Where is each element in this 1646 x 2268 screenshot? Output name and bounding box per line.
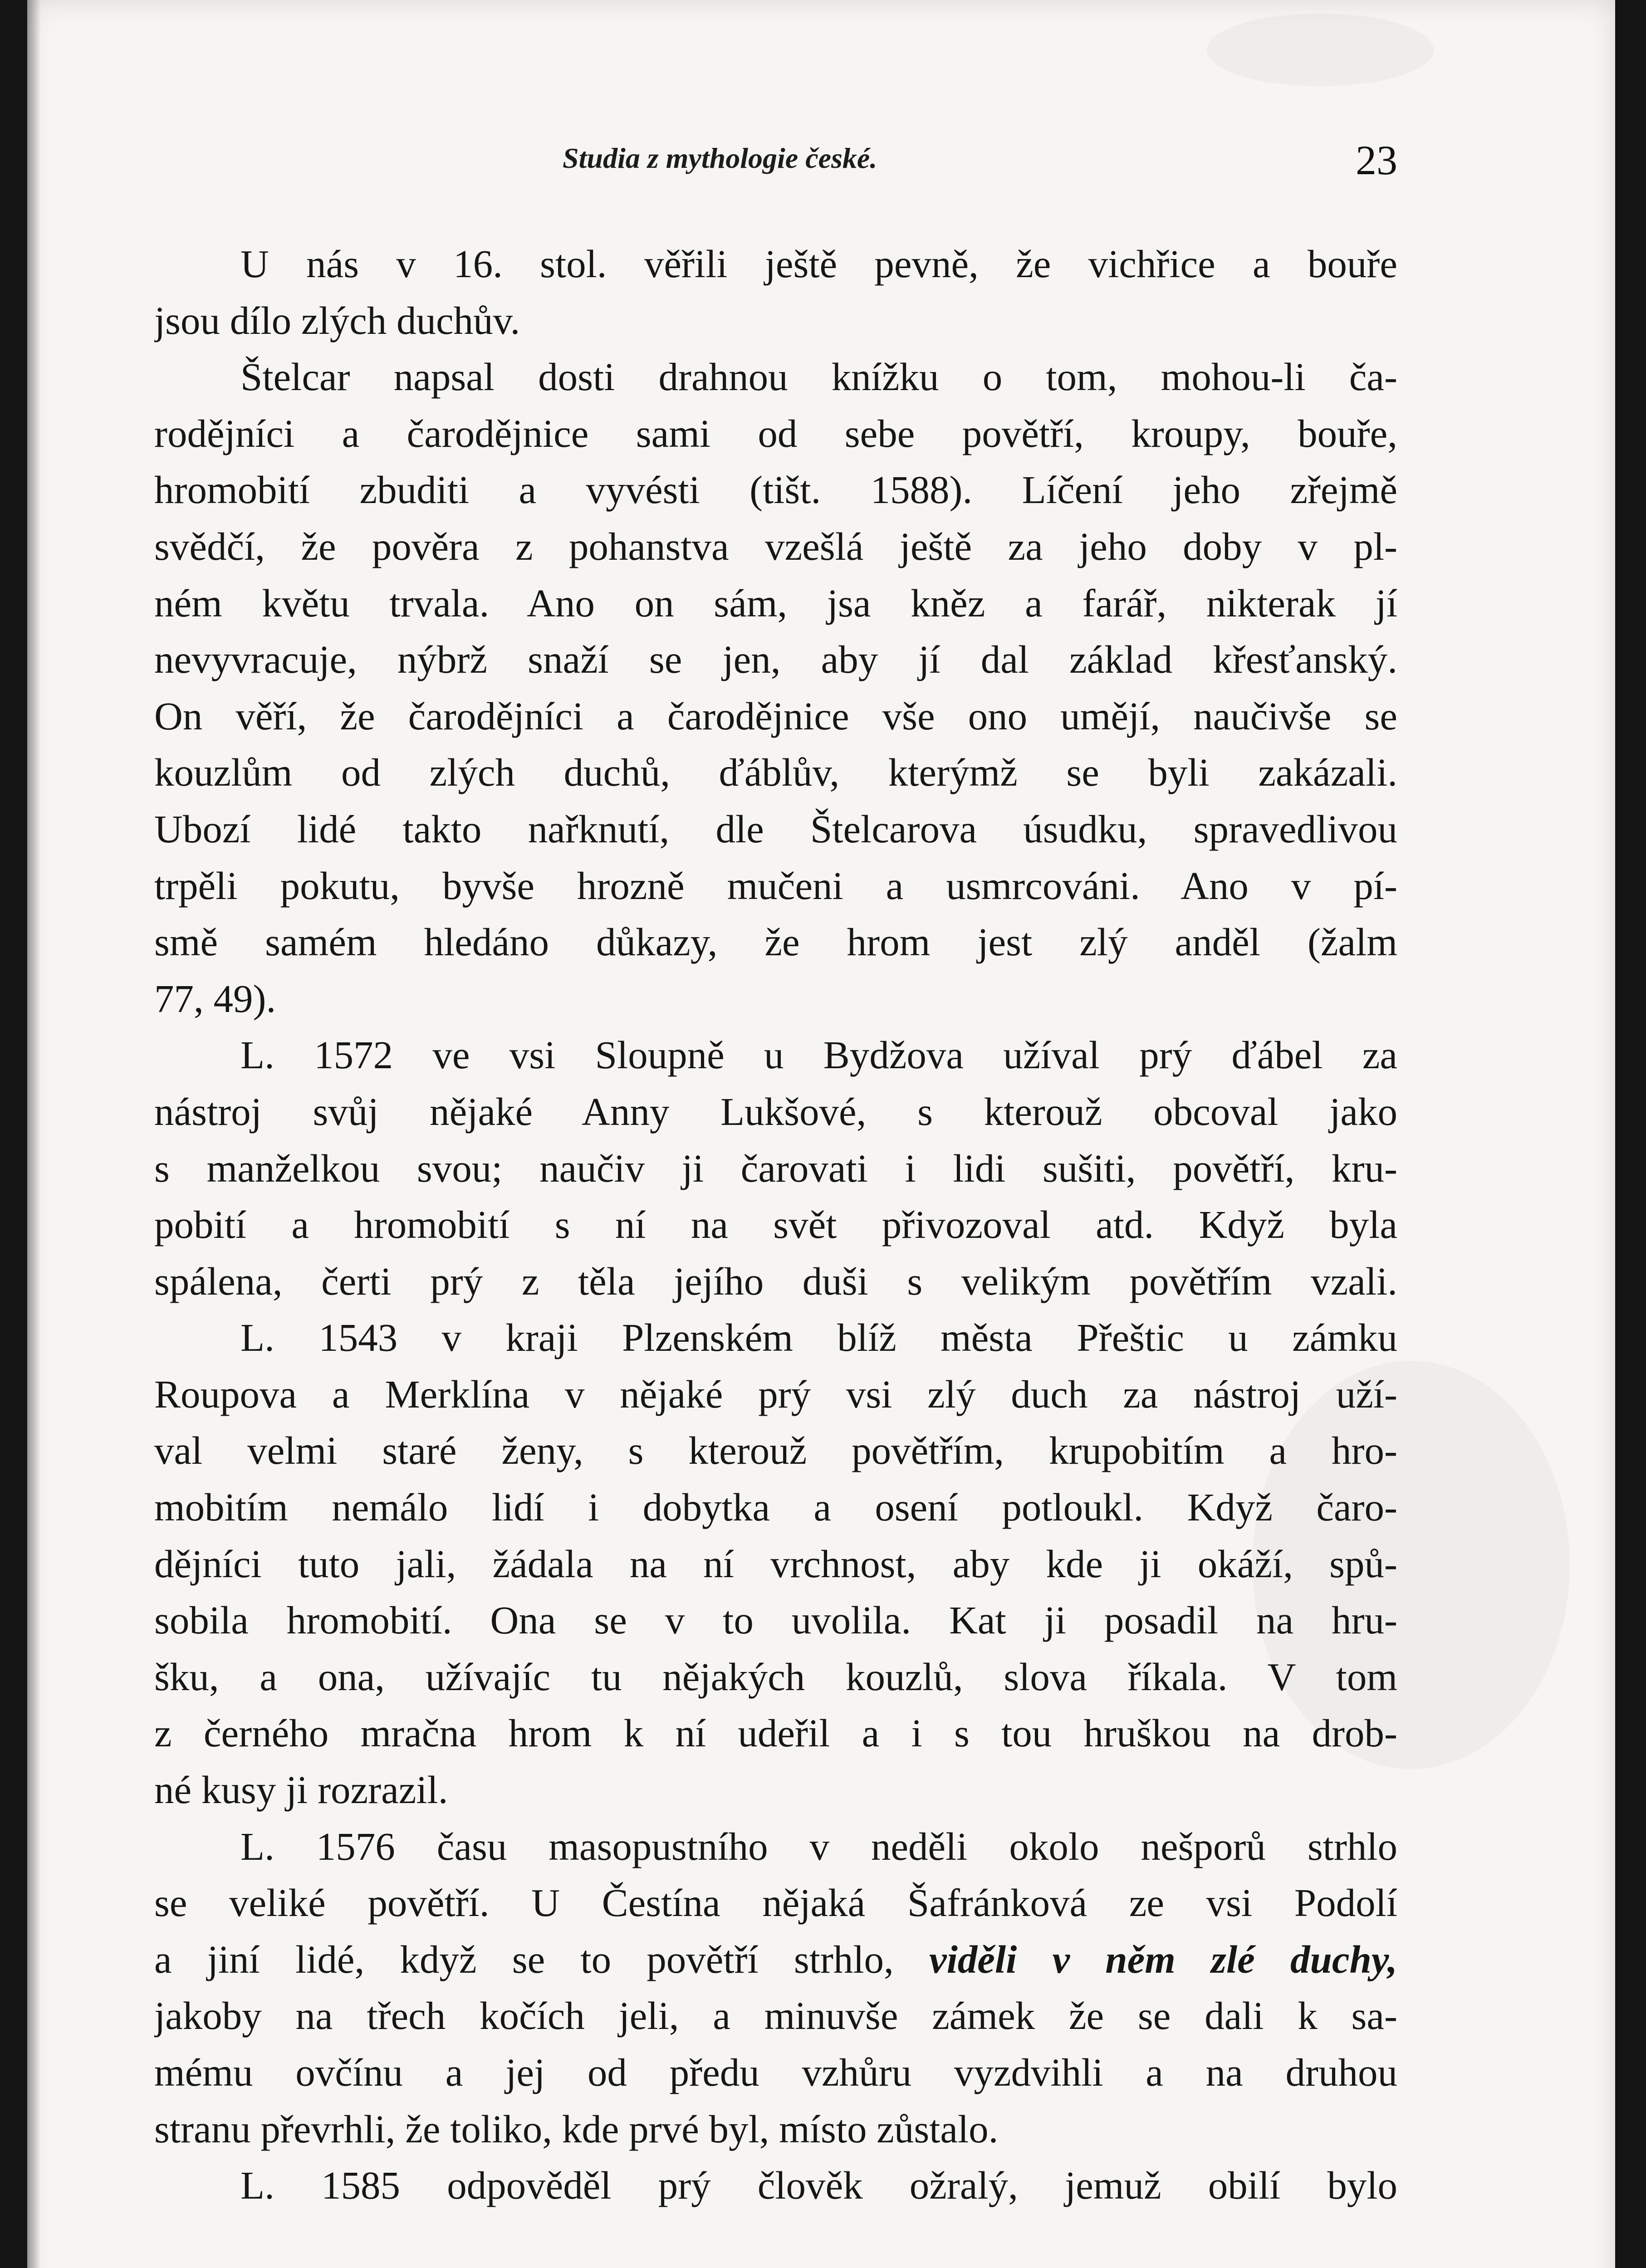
text-line: nevyvracuje, nýbrž snaží se jen, aby jí dal základ křesťanský. bbox=[154, 637, 1397, 682]
text-line: stranu převrhli, že toliko, kde prvé byl, místo zůstalo. bbox=[154, 2107, 999, 2151]
text-line: U nás v 16. stol. věřili ještě pevně, že vichřice a bouře bbox=[240, 242, 1397, 286]
text-line: dějníci tuto jali, žádala na ní vrchnost, aby kde ji okáží, spů- bbox=[154, 1541, 1397, 1586]
text-line: svědčí, že pověra z pohanstva vzešlá ještě za jeho doby v pl- bbox=[154, 524, 1397, 568]
running-title: Studia z mythologie české. bbox=[563, 142, 877, 174]
text-line: kouzlům od zlých duchů, ďáblův, kterýmž se byli zakázali. bbox=[154, 750, 1397, 795]
text-line: L. 1576 času masopustního v neděli okolo nešporů strhlo bbox=[240, 1824, 1397, 1868]
text-line: mobitím nemálo lidí i dobytka a osení potloukl. Když čaro- bbox=[154, 1485, 1397, 1530]
text-line: L. 1585 odpověděl prý člověk ožralý, jemuž obilí bylo bbox=[240, 2163, 1397, 2208]
text-line: trpěli pokutu, byvše hrozně mučeni a usmrcováni. Ano v pí- bbox=[154, 863, 1397, 908]
text-line: sobila hromobití. Ona se v to uvolila. Kat ji posadil na hru- bbox=[154, 1598, 1397, 1642]
text-line: rodějníci a čarodějnice sami od sebe povětří, kroupy, bouře, bbox=[154, 411, 1397, 455]
page-number: 23 bbox=[1356, 137, 1397, 183]
text-line: né kusy ji rozrazil. bbox=[154, 1768, 448, 1812]
text-line: 77, 49). bbox=[154, 976, 276, 1021]
text-line: jakoby na třech kočích jeli, a minuvše zámek že se dali k sa- bbox=[154, 1994, 1397, 2038]
paper-smudge bbox=[1207, 14, 1434, 86]
text-line: hromobití zbuditi a vyvésti (tišt. 1588). Líčení jeho zřejmě bbox=[154, 468, 1397, 512]
text-line: pobití a hromobití s ní na svět přivozoval atd. Když byla bbox=[154, 1202, 1397, 1247]
text-line: s manželkou svou; naučiv ji čarovati i lidi sušiti, povětří, kru- bbox=[154, 1146, 1397, 1190]
page-header bbox=[154, 136, 1397, 191]
text-line: jsou dílo zlých duchův. bbox=[154, 298, 520, 342]
text-line: šku, a ona, užívajíc tu nějakých kouzlů, slova říkala. V tom bbox=[154, 1654, 1397, 1699]
text-line: nástroj svůj nějaké Anny Lukšové, s kterouž obcoval jako bbox=[154, 1089, 1397, 1134]
text-line: Roupova a Merklína v nějaké prý vsi zlý duch za nástroj uží- bbox=[154, 1372, 1397, 1416]
text-line: Štelcar napsal dosti drahnou knížku o tom, mohou-li ča- bbox=[240, 355, 1397, 399]
text-line: z černého mračna hrom k ní udeřil a i s tou hruškou na drob- bbox=[154, 1711, 1397, 1755]
text-line: L. 1543 v kraji Plzenském blíž města Přeštic u zámku bbox=[240, 1315, 1397, 1360]
text-line: On věří, že čarodějníci a čarodějnice vše ono umějí, naučivše se bbox=[154, 694, 1397, 738]
text-segment: a jiní lidé, když se to povětří strhlo, bbox=[154, 1937, 894, 1981]
text-line: Ubozí lidé takto nařknutí, dle Štelcarova úsudku, spravedlivou bbox=[154, 807, 1397, 851]
text-line: val velmi staré ženy, s kterouž povětřím, krupobitím a hro- bbox=[154, 1428, 1397, 1473]
text-line: smě samém hledáno důkazy, že hrom jest zlý anděl (žalm bbox=[154, 920, 1397, 964]
text-line: se veliké povětří. U Čestína nějaká Šafránková ze vsi Podolí bbox=[154, 1881, 1397, 1925]
binding-shadow bbox=[27, 0, 41, 2268]
text-line: mému ovčínu a jej od předu vzhůru vyzdvihli a na druhou bbox=[154, 2050, 1397, 2094]
text-line: spálena, čerti prý z těla jejího duši s velikým povětřím vzali. bbox=[154, 1259, 1397, 1303]
italic-emphasis: viděli v něm zlé duchy, bbox=[929, 1937, 1397, 1981]
text-line: L. 1572 ve vsi Sloupně u Bydžova užíval prý ďábel za bbox=[240, 1033, 1397, 1077]
text-line bbox=[154, 1931, 1397, 1988]
text-line: ném květu trvala. Ano on sám, jsa kněz a farář, nikterak jí bbox=[154, 581, 1397, 625]
body-text bbox=[154, 236, 1397, 2214]
